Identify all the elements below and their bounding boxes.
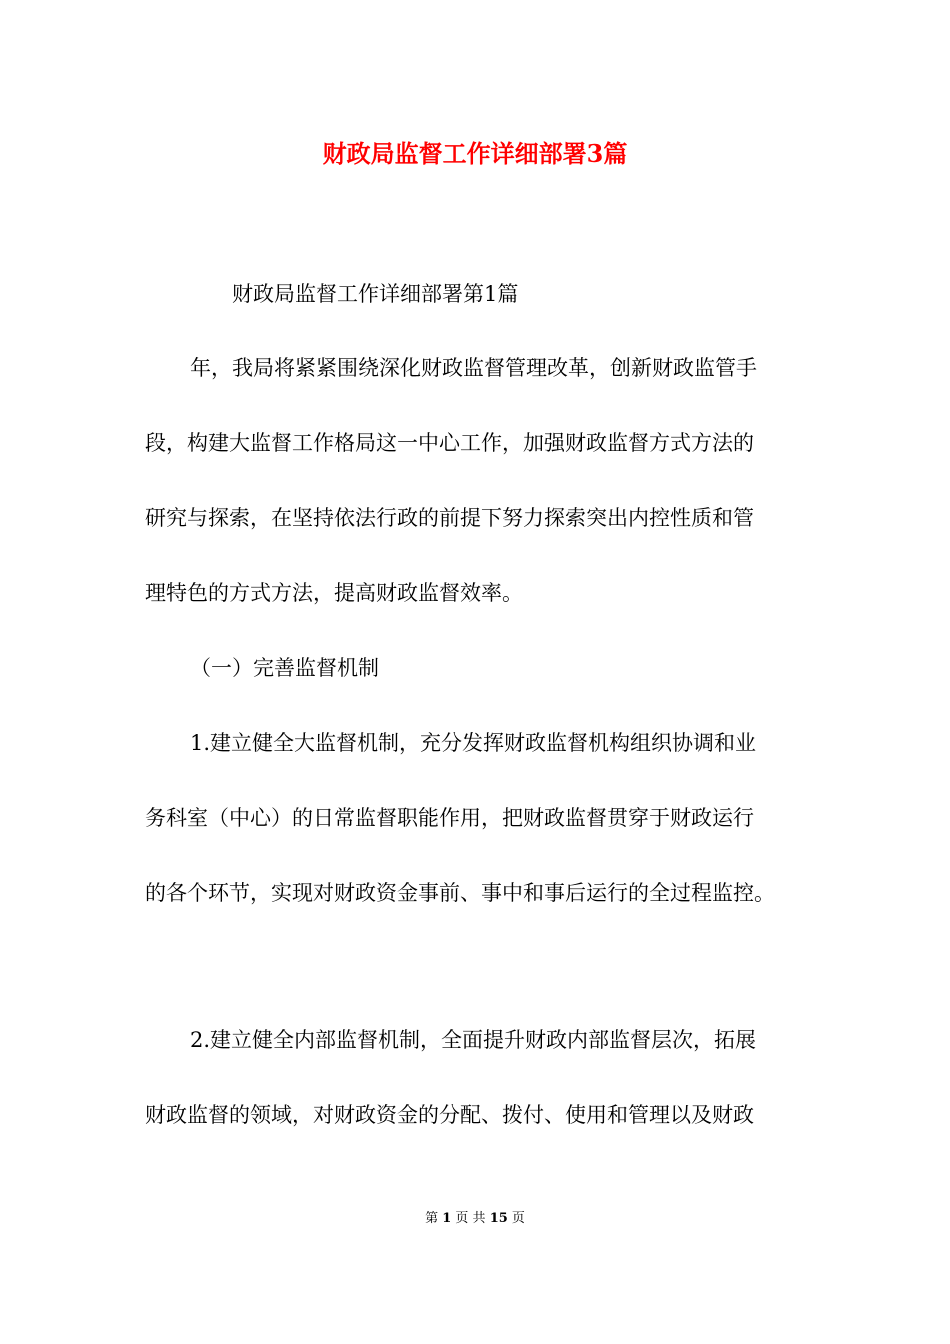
paragraph-line: 年，我局将紧紧围绕深化财政监督管理改革，创新财政监管手 — [190, 356, 757, 380]
document-title: 财政局监督工作详细部署3篇 — [322, 139, 628, 168]
footer-total-pages: 15 — [489, 1211, 508, 1226]
page-footer — [0, 1209, 950, 1229]
footer-page-number: 1 — [442, 1211, 452, 1226]
paragraph-line: 的各个环节，实现对财政资金事前、事中和事后运行的全过程监控。 — [145, 881, 775, 905]
paragraph-line: 2.建立健全内部监督机制，全面提升财政内部监督层次，拓展 — [190, 1028, 757, 1052]
footer-suffix: 页 — [511, 1211, 525, 1226]
paragraph-line: 研究与探索，在坚持依法行政的前提下努力探索突出内控性质和管 — [145, 506, 754, 530]
subsection-heading: （一）完善监督机制 — [190, 656, 379, 680]
paragraph-line: 财政监督的领域，对财政资金的分配、拨付、使用和管理以及财政 — [145, 1103, 754, 1127]
section-heading: 财政局监督工作详细部署第1篇 — [232, 282, 519, 306]
paragraph-line: 段，构建大监督工作格局这一中心工作，加强财政监督方式方法的 — [145, 431, 754, 455]
paragraph-line: 1.建立健全大监督机制，充分发挥财政监督机构组织协调和业 — [190, 731, 757, 755]
footer-middle: 页 共 — [455, 1211, 486, 1226]
paragraph-line: 务科室（中心）的日常监督职能作用，把财政监督贯穿于财政运行 — [145, 806, 754, 830]
footer-prefix: 第 — [425, 1211, 439, 1226]
paragraph-line: 理特色的方式方法，提高财政监督效率。 — [145, 581, 523, 605]
